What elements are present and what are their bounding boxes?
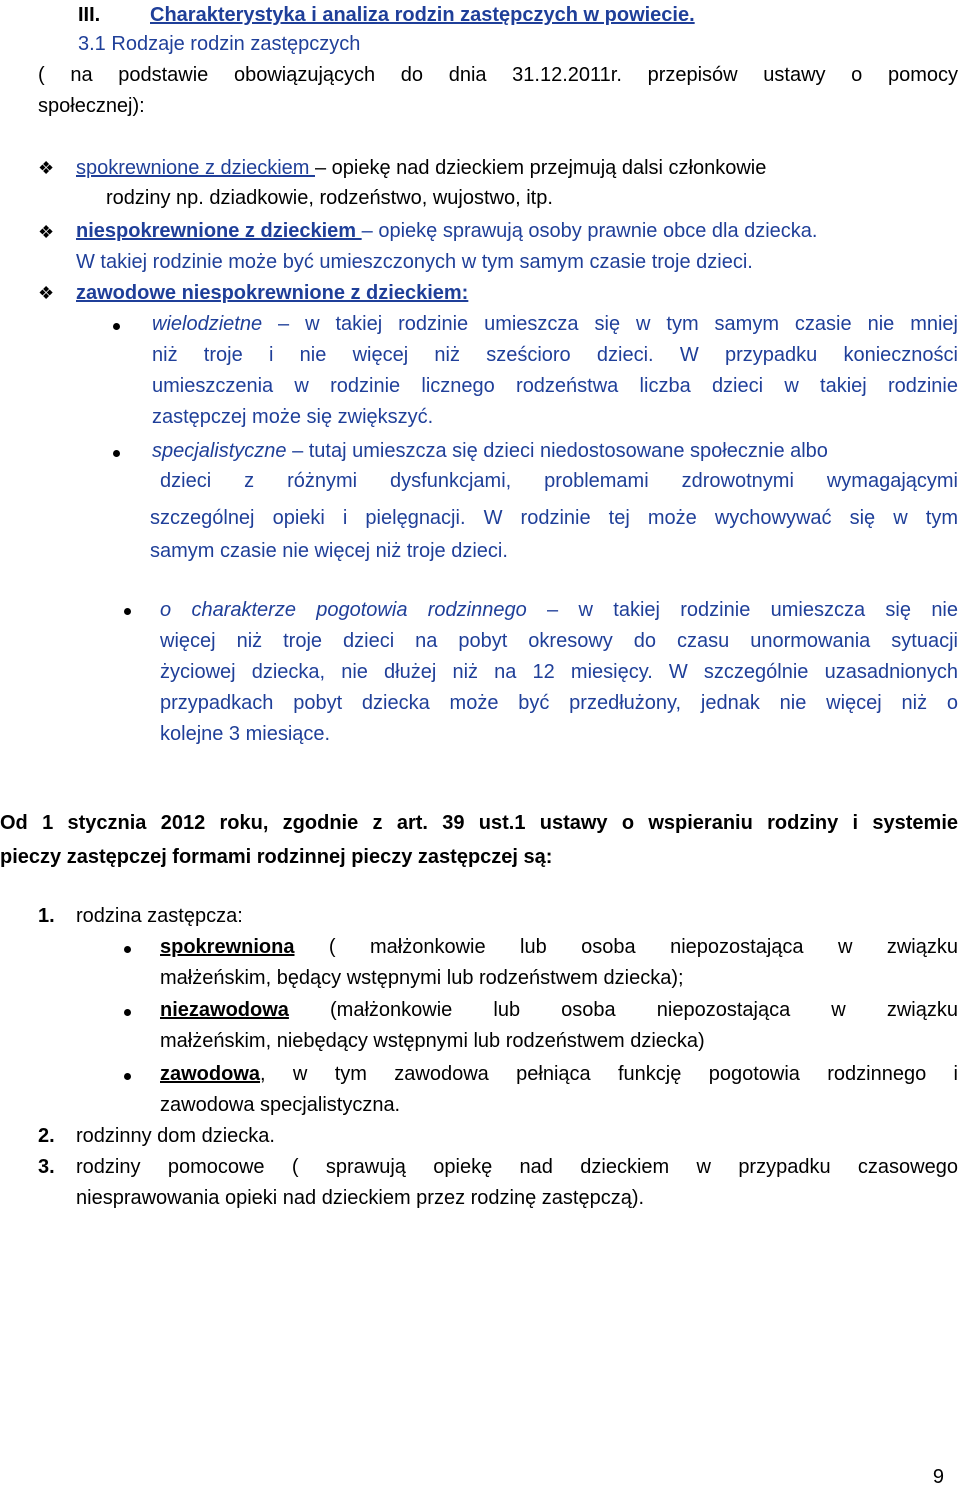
form-1-item-3-text: , w tym zawodowa pełniąca funkcję pogotowia rodzinnego i — [260, 1063, 958, 1085]
type-2-term: niespokrewnione z dzieckiem — [76, 220, 362, 242]
form-1-item-1-text: ( małżonkowie lub osoba niepozostająca w związku — [294, 936, 958, 958]
subtype-2-term: specjalistyczne — [152, 440, 287, 462]
basis-line-2: społecznej): — [38, 95, 145, 117]
type-2-line-1 — [76, 218, 818, 244]
subtype-1-line-4: zastępczej może się zwiększyć. — [152, 406, 434, 428]
subtype-2-line-4: samym czasie nie więcej niż troje dzieci. — [150, 540, 508, 562]
form-1-item-1-line-2: małżeńskim, będący wstępnymi lub rodzeństwem dziecka); — [160, 967, 684, 989]
statement-line-1: Od 1 stycznia 2012 roku, zgodnie z art. 39 ust.1 ustawy o wspieraniu rodziny i systemie — [0, 812, 958, 834]
round-bullet-icon — [124, 608, 131, 615]
section-number: III. — [78, 4, 101, 26]
subtype-1-text: – w takiej rodzinie umieszcza się w tym samym czasie nie mniej — [262, 313, 958, 335]
subtype-2-line-3: szczególnej opieki i pielęgnacji. W rodzinie tej może wychowywać się w tym — [150, 507, 958, 529]
type-2-line-2: W takiej rodzinie może być umieszczonych w tym samym czasie troje dzieci. — [76, 251, 753, 273]
page-number: 9 — [932, 1466, 944, 1488]
form-1-item-2-text: (małżonkowie lub osoba niepozostająca w związku — [288, 999, 958, 1021]
form-1-text: rodzina zastępcza: — [76, 905, 243, 927]
statement-line-2: pieczy zastępczej formami rodzinnej pieczy zastępczej są: — [0, 846, 553, 868]
type-2-text: – opiekę sprawują osoby prawnie obce dla dziecka. — [361, 220, 818, 242]
form-1-number: 1. — [38, 905, 55, 927]
subsection-number: 3.1 — [78, 33, 106, 55]
subtype-1-line-2: niż troje i nie więcej niż sześcioro dzieci. W przypadku konieczności — [152, 344, 958, 366]
round-bullet-icon — [124, 1073, 131, 1080]
subtype-2-text: – tutaj umieszcza się dzieci niedostosowane społecznie albo — [286, 440, 828, 462]
diamond-bullet-icon: ❖ — [38, 283, 55, 303]
round-bullet-icon — [124, 1009, 131, 1016]
form-1-item-2-term: niezawodowa — [160, 999, 289, 1021]
form-2-text: rodzinny dom dziecka. — [76, 1125, 275, 1147]
section-title: Charakterystyka i analiza rodzin zastępczych w powiecie. — [150, 4, 695, 26]
form-1-item-2-line-1 — [160, 997, 958, 1023]
subtype-1-term: wielodzietne — [152, 313, 263, 335]
form-3-number: 3. — [38, 1156, 55, 1178]
subtype-3-term: o charakterze pogotowia rodzinnego — [160, 599, 527, 621]
form-1-item-3-line-2: zawodowa specjalistyczna. — [160, 1094, 401, 1116]
form-1-item-1-line-1 — [160, 934, 958, 960]
subtype-3-line-2: więcej niż troje dzieci na pobyt okresowy do czasu unormowania sytuacji — [160, 630, 958, 652]
subtype-2-line-2: dzieci z różnymi dysfunkcjami, problemami zdrowotnymi wymagającymi — [160, 470, 958, 492]
round-bullet-icon — [124, 946, 131, 953]
subtype-3-line-3: życiowej dziecka, nie dłużej niż na 12 miesięcy. W szczególnie uzasadnionych — [160, 661, 958, 683]
type-1-line-1 — [76, 155, 766, 181]
basis-line-1: ( na podstawie obowiązujących do dnia 31.12.2011r. przepisów ustawy o pomocy — [38, 64, 958, 86]
subsection-title: Rodzaje rodzin zastępczych — [111, 33, 361, 55]
form-2-number: 2. — [38, 1125, 55, 1147]
form-1-item-3-line-1 — [160, 1061, 958, 1087]
round-bullet-icon — [113, 323, 120, 330]
subtype-2-line-1 — [152, 438, 828, 464]
form-1-item-1-term: spokrewniona — [160, 936, 295, 958]
subtype-3-line-1 — [160, 597, 958, 623]
subtype-1-line-3: umieszczenia w rodzinie licznego rodzeństwa liczba dzieci w takiej rodzinie — [152, 375, 958, 397]
type-1-term: spokrewnione z dzieckiem — [76, 157, 315, 179]
form-3-line-2: niesprawowania opieki nad dzieckiem przez rodzinę zastępczą). — [76, 1187, 645, 1209]
subsection-heading — [78, 31, 360, 57]
subtype-1-line-1 — [152, 311, 958, 337]
form-3-line-1: rodziny pomocowe ( sprawują opiekę nad dzieckiem w przypadku czasowego — [76, 1156, 958, 1178]
form-1-item-3-term: zawodowa — [160, 1063, 261, 1085]
diamond-bullet-icon: ❖ — [38, 158, 55, 178]
type-3-term: zawodowe niespokrewnione z dzieckiem: — [76, 282, 469, 304]
diamond-bullet-icon: ❖ — [38, 222, 55, 242]
form-1-item-2-line-2: małżeńskim, niebędący wstępnymi lub rodzeństwem dziecka) — [160, 1030, 705, 1052]
type-1-line-2: rodziny np. dziadkowie, rodzeństwo, wujostwo, itp. — [106, 187, 553, 209]
subtype-3-line-5: kolejne 3 miesiące. — [160, 723, 331, 745]
subtype-3-line-4: przypadkach pobyt dziecka może być przedłużony, jednak nie więcej niż o — [160, 692, 958, 714]
round-bullet-icon — [113, 450, 120, 457]
subtype-3-text: – w takiej rodzinie umieszcza się nie — [526, 599, 959, 621]
type-1-text: – opiekę nad dzieckiem przejmują dalsi członkowie — [315, 157, 767, 179]
